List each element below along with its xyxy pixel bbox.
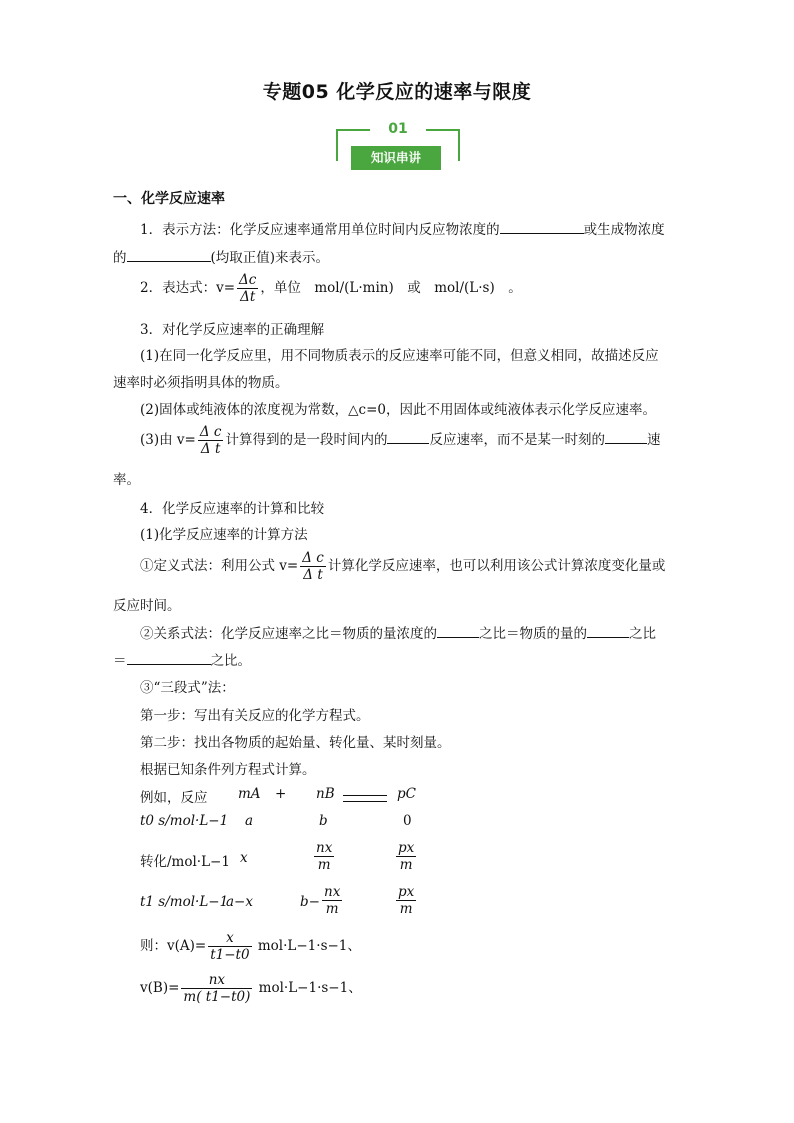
equals-sign [343, 795, 387, 802]
table-r4-label: t1 s/mol·L−1 [140, 894, 229, 910]
step-2: 第二步：找出各物质的起始量、转化量、某时刻量。 [140, 735, 451, 751]
para-3-3: (3)由 v= $\frac{\text{Δ c}}{\text{Δ t}}$ 计算得到的是一段时间内的 反应速率，而不是某一时刻的 速 [140, 424, 661, 457]
table-r4-frac2: $\frac{px}{m}$ [398, 884, 415, 917]
table-r4-frac1: $\frac{nx}{m}$ [324, 884, 341, 917]
table-r3-frac1: $\frac{nx}{m}$ [316, 840, 333, 873]
para-3-3e: 率。 [113, 472, 140, 488]
para-3-2: (2)固体或纯液体的浓度视为常数，△c=0，因此不用固体或纯液体表示化学反应速率。 [140, 402, 656, 418]
para-4-1: (1)化学反应速率的计算方法 [140, 527, 308, 543]
table-r1-plus: + [275, 786, 287, 802]
step-1: 第一步：写出有关反应的化学方程式。 [140, 708, 370, 724]
table-r4-b: b− [300, 894, 320, 910]
para-3-1b: 速率时必须指明具体的物质。 [113, 375, 289, 391]
table-r1-pC: pC [397, 786, 416, 802]
table-r2-a: a [245, 813, 254, 829]
para-4-3d: ＝ 之比。 [113, 653, 251, 669]
section-badge [336, 121, 460, 173]
table-r1-c1: 例如，反应 [140, 790, 208, 806]
badge-label: 知识串讲 [351, 146, 441, 170]
table-r2-label: t0 s/mol·L−1 [140, 813, 229, 829]
para-4-3: ②关系式法：化学反应速率之比＝物质的量浓度的 之比＝物质的量的 之比 [140, 626, 656, 642]
table-r1-nB: nB [316, 786, 335, 802]
page-title: 专题05 化学反应的速率与限度 [262, 81, 532, 103]
rate-va: 则：v(A)= $\frac{x}{t1-t0}$ mol·L−1·s−1、 [140, 930, 361, 963]
para-1-line2: 的 (均取正值)来表示。 [113, 250, 330, 266]
table-r3-frac2: $\frac{px}{m}$ [398, 840, 415, 873]
table-r3-label: 转化/mol·L−1 [140, 854, 230, 870]
para-4-2c: 反应时间。 [113, 598, 181, 614]
rate-vb: v(B)= $\frac{nx}{m( t1-t0)}$ mol·L−1·s−1、 [140, 972, 362, 1005]
table-r4-a-x: a−x [226, 894, 253, 910]
para-2: 2．表达式：v= $\frac{\Delta c}{\Delta t}$ ，单位 mol/(L·min) 或 mol/(L·s) 。 [140, 272, 522, 305]
para-1-line1: 1．表示方法：化学反应速率通常用单位时间内反应物浓度的 或生成物浓度 [140, 222, 665, 238]
table-r2-b: b [319, 813, 328, 829]
section-heading: 一、化学反应速率 [113, 191, 225, 207]
table-r1-mA: mA [238, 786, 261, 802]
table-r3-x: x [240, 850, 248, 866]
para-4-2: ①定义式法：利用公式 v= $\frac{\text{Δ c}}{\text{Δ t}}$ 计算化学反应速率，也可以利用该公式计算浓度变化量或 [140, 550, 666, 583]
para-3-1a: (1)在同一化学反应里，用不同物质表示的反应速率可能不同，但意义相同，故描述反应 [140, 348, 659, 364]
badge-number: 01 [370, 121, 426, 137]
table-r2-0: 0 [403, 813, 412, 829]
para-4-4: ③“三段式”法： [140, 680, 235, 696]
step-3: 根据已知条件列方程式计算。 [140, 762, 316, 778]
para-3: 3．对化学反应速率的正确理解 [140, 322, 325, 338]
para-4: 4．化学反应速率的计算和比较 [140, 501, 325, 517]
